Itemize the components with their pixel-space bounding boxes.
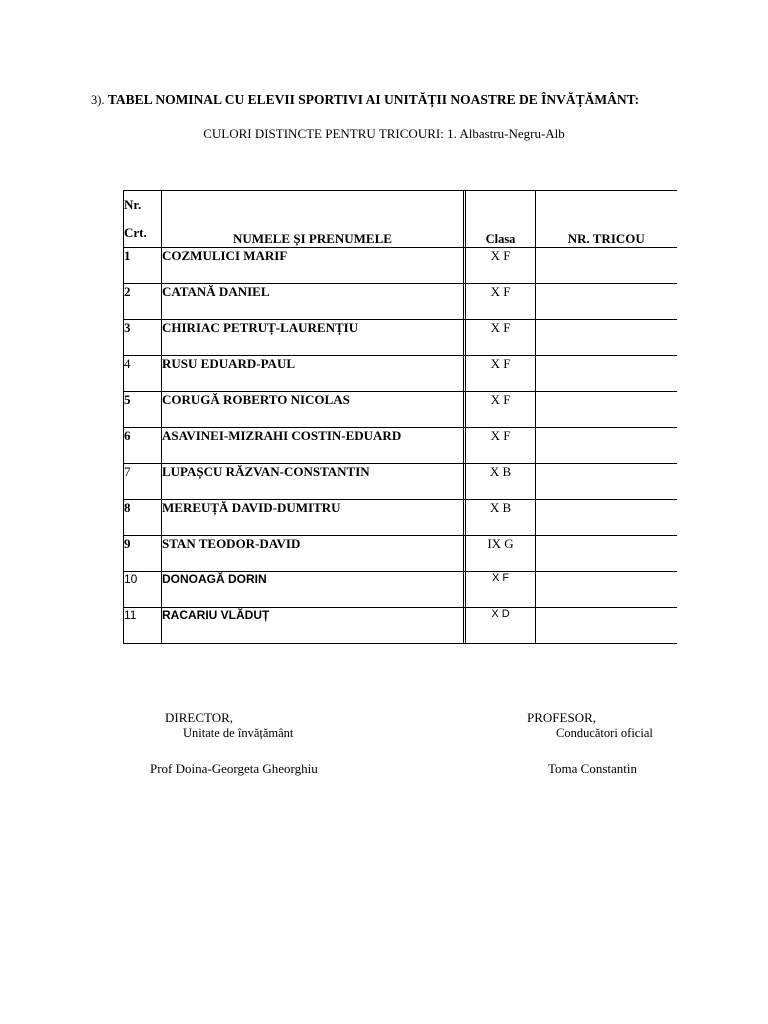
table-row bbox=[124, 464, 677, 500]
row-tricou bbox=[536, 284, 677, 320]
row-tricou bbox=[536, 464, 677, 500]
table-row bbox=[124, 356, 677, 392]
row-nr: 9 bbox=[124, 536, 162, 572]
row-clasa: X F bbox=[466, 248, 536, 284]
header-nr-crt bbox=[124, 191, 162, 248]
table-row bbox=[124, 536, 677, 572]
row-name: COZMULICI MARIF bbox=[162, 248, 464, 284]
table-row bbox=[124, 428, 677, 464]
header-tricou: NR. TRICOU bbox=[536, 191, 677, 248]
row-nr: 6 bbox=[124, 428, 162, 464]
row-tricou bbox=[536, 608, 677, 644]
row-clasa: X F bbox=[466, 356, 536, 392]
document-heading bbox=[91, 92, 639, 108]
row-name: MEREUȚĂ DAVID-DUMITRU bbox=[162, 500, 464, 536]
row-tricou bbox=[536, 536, 677, 572]
row-nr: 1 bbox=[124, 248, 162, 284]
row-name: STAN TEODOR-DAVID bbox=[162, 536, 464, 572]
table-row bbox=[124, 608, 677, 644]
row-nr: 4 bbox=[124, 356, 162, 392]
table-row bbox=[124, 500, 677, 536]
row-nr: 11 bbox=[124, 608, 162, 644]
row-name: RUSU EDUARD-PAUL bbox=[162, 356, 464, 392]
table-row bbox=[124, 572, 677, 608]
row-clasa: X B bbox=[466, 500, 536, 536]
director-role: DIRECTOR, bbox=[165, 710, 234, 725]
row-clasa: X D bbox=[466, 608, 536, 644]
table-row bbox=[124, 320, 677, 356]
heading-title: TABEL NOMINAL CU ELEVII SPORTIVI AI UNITĂȚII NOASTRE DE ÎNVĂȚĂMÂNT: bbox=[107, 92, 640, 107]
header-nr-line1: Nr. bbox=[124, 197, 142, 212]
row-clasa: X F bbox=[466, 392, 536, 428]
profesor-name: Toma Constantin bbox=[548, 761, 638, 776]
row-clasa: X F bbox=[466, 320, 536, 356]
row-clasa: X F bbox=[466, 428, 536, 464]
row-name: DONOAGĂ DORIN bbox=[162, 572, 464, 608]
row-tricou bbox=[536, 500, 677, 536]
row-nr: 3 bbox=[124, 320, 162, 356]
row-nr: 5 bbox=[124, 392, 162, 428]
row-clasa: X B bbox=[466, 464, 536, 500]
header-clasa: Clasa bbox=[466, 191, 536, 248]
row-name: RACARIU VLĂDUȚ bbox=[162, 608, 464, 644]
row-name: CATANĂ DANIEL bbox=[162, 284, 464, 320]
row-tricou bbox=[536, 248, 677, 284]
profesor-subtitle: Conducători oficial bbox=[556, 726, 653, 740]
row-nr: 10 bbox=[124, 572, 162, 608]
row-name: LUPAȘCU RĂZVAN-CONSTANTIN bbox=[162, 464, 464, 500]
row-clasa: IX G bbox=[466, 536, 536, 572]
row-name: ASAVINEI-MIZRAHI COSTIN-EDUARD bbox=[162, 428, 464, 464]
director-subtitle: Unitate de învățământ bbox=[183, 726, 294, 740]
row-clasa: X F bbox=[466, 572, 536, 608]
document-subheading: CULORI DISTINCTE PENTRU TRICOURI: 1. Albastru-Negru-Alb bbox=[203, 126, 565, 141]
table-header-row bbox=[124, 191, 677, 248]
table-row bbox=[124, 392, 677, 428]
row-name: CORUGĂ ROBERTO NICOLAS bbox=[162, 392, 464, 428]
row-nr: 8 bbox=[124, 500, 162, 536]
row-tricou bbox=[536, 320, 677, 356]
student-roster-table bbox=[123, 190, 677, 644]
header-nr-line2: Crt. bbox=[124, 225, 147, 240]
heading-number: 3). bbox=[91, 93, 105, 107]
row-name: CHIRIAC PETRUȚ-LAURENȚIU bbox=[162, 320, 464, 356]
row-nr: 2 bbox=[124, 284, 162, 320]
row-clasa: X F bbox=[466, 284, 536, 320]
profesor-role: PROFESOR, bbox=[527, 710, 596, 725]
row-nr: 7 bbox=[124, 464, 162, 500]
header-name: NUMELE ȘI PRENUMELE bbox=[162, 191, 464, 248]
director-name: Prof Doina-Georgeta Gheorghiu bbox=[150, 761, 318, 776]
row-tricou bbox=[536, 572, 677, 608]
row-tricou bbox=[536, 356, 677, 392]
table-row bbox=[124, 284, 677, 320]
row-tricou bbox=[536, 428, 677, 464]
row-tricou bbox=[536, 392, 677, 428]
table-row bbox=[124, 248, 677, 284]
